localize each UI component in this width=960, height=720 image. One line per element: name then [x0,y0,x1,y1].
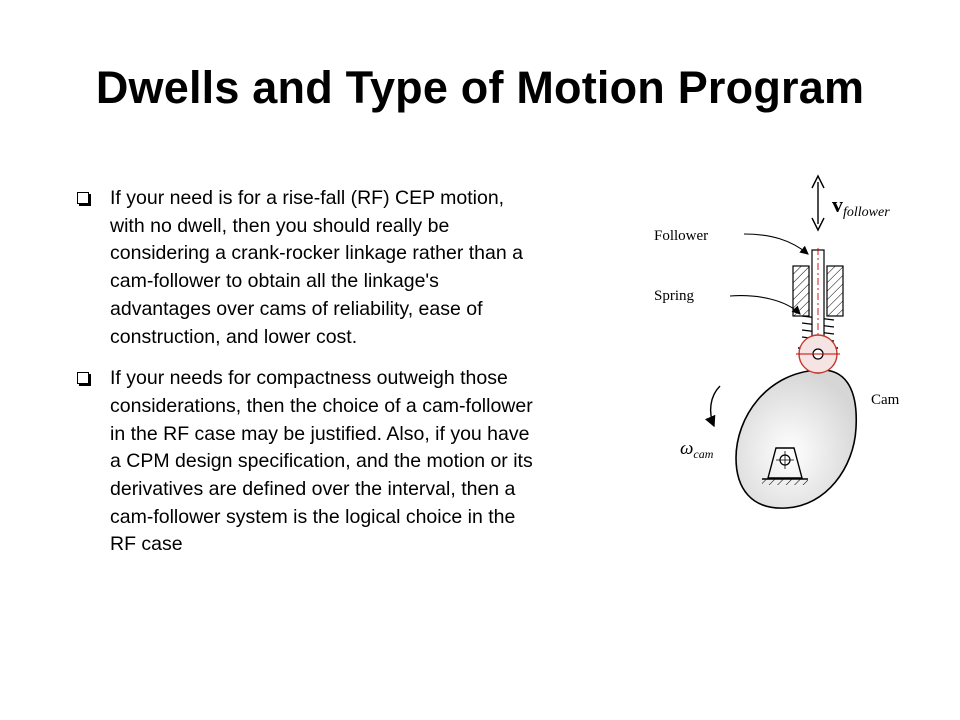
bullet-item-1 [72,185,542,351]
checkbox-bullet-icon [77,372,89,384]
velocity-arrow-icon [812,176,824,230]
bullet-item-2 [72,365,542,559]
bullet-list [72,185,542,573]
rotation-arrow-icon [711,386,720,426]
follower-label: Follower [654,228,709,244]
spring-label: Spring [654,288,695,304]
v-follower-label: vfollower [832,192,890,220]
follower-leader-line [744,234,808,254]
guide-block-left [793,266,809,316]
cam-body [736,370,856,508]
bullet-text-1: If your need is for a rise-fall (RF) CEP motion, with no dwell, then you should really be considering a crank-rocker linkage rather than a cam-follower to obtain all the linkage's advantages over cams of reliability, ease of construction, and lower cost. [110,187,523,348]
ground-hatch [762,479,808,485]
cam-follower-diagram [636,168,926,520]
guide-block-right [827,266,843,316]
omega-cam-label: $\omega_{cam}$ [680,438,714,461]
bullet-text-2: If your needs for compactness outweigh those considerations, then the choice of a cam-follower in the RF case may be justified. Also, if you have a CPM design specification, and the motion or its derivatives are defined over the interval, then a cam-follower system is the logical choice in the RF case [110,367,533,556]
spring-leader-line [730,296,800,314]
checkbox-bullet-icon [77,192,89,204]
cam-label: Cam [871,392,900,408]
slide-title: Dwells and Type of Motion Program [95,62,865,113]
